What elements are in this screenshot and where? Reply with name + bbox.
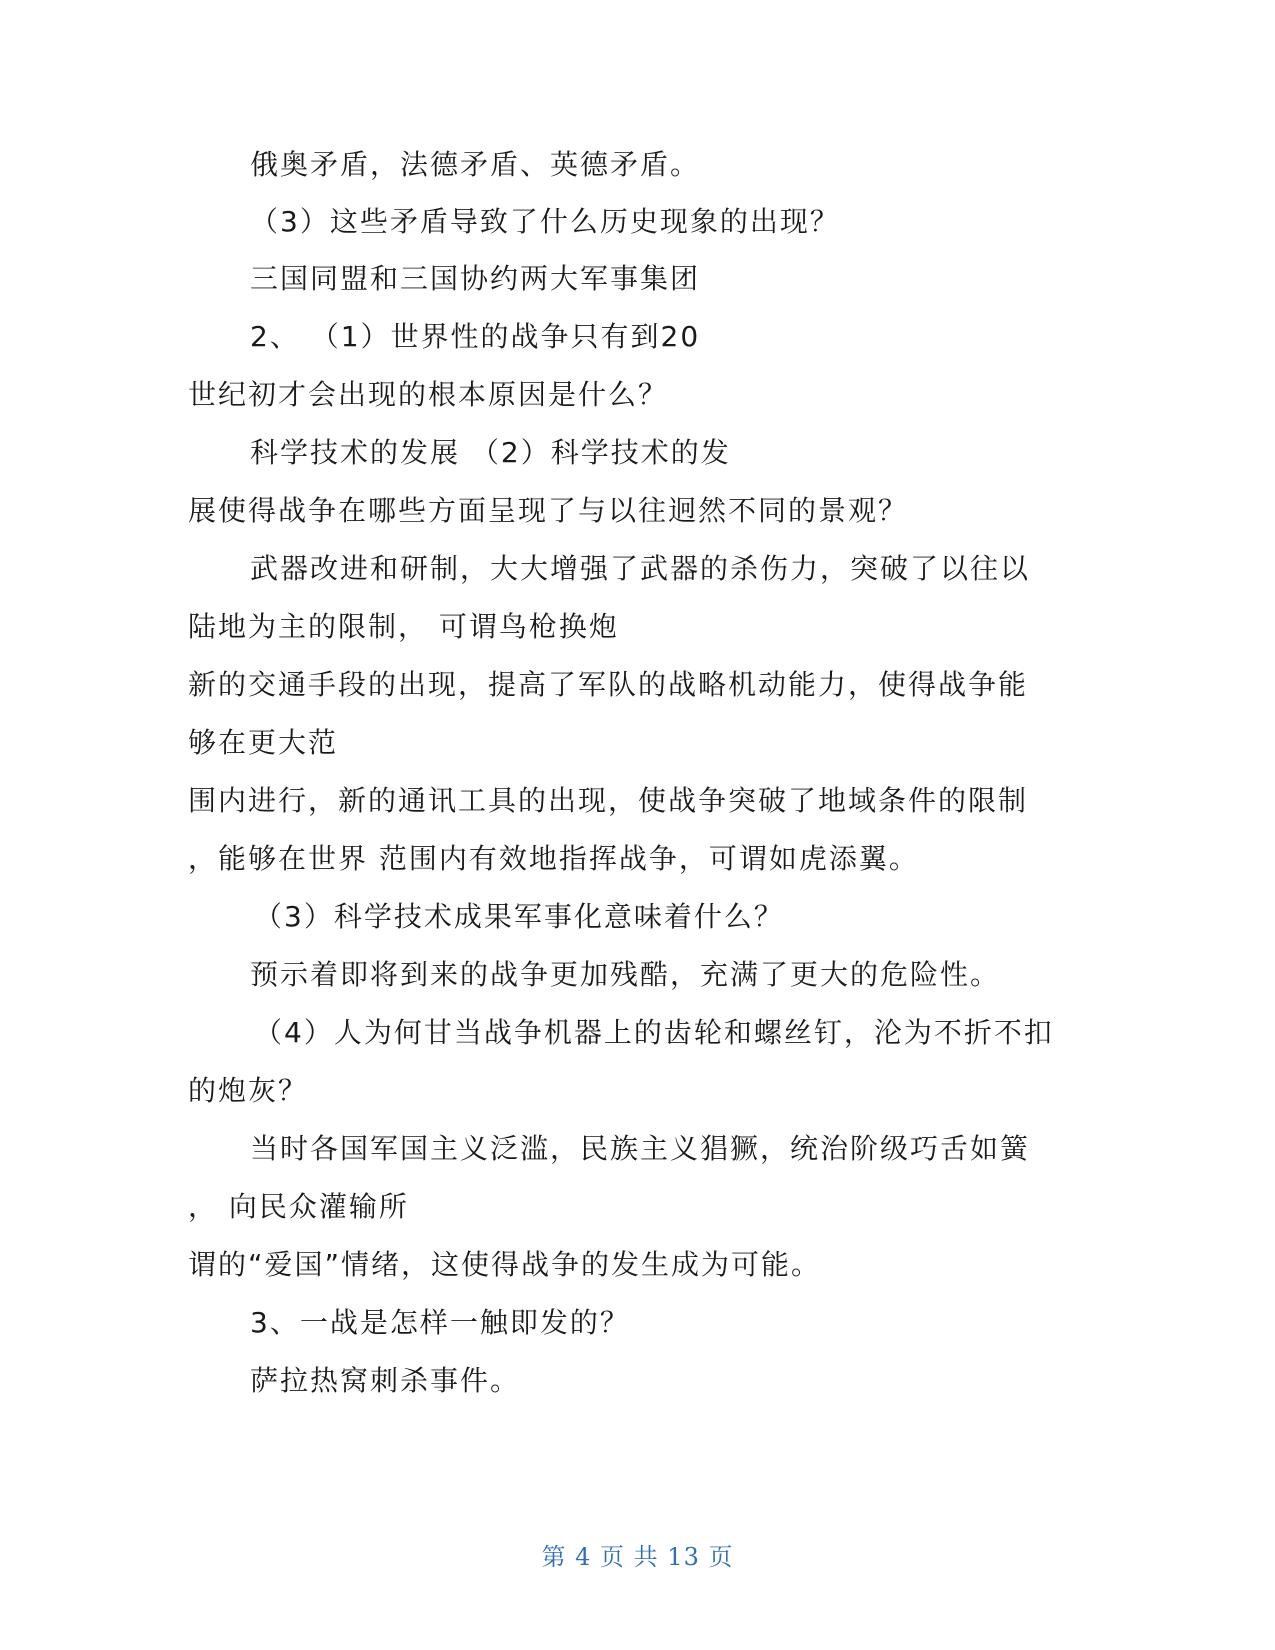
text-line-5: 世纪初才会出现的根本原因是什么？ [188, 378, 669, 411]
text-line-22: 萨拉热窝刺杀事件。 [250, 1364, 521, 1397]
text-line-18: 当时各国军国主义泛滥，民族主义猖獗，统治阶级巧舌如簧 [250, 1132, 1031, 1165]
text-line-20: 谓的“爱国”情绪，这使得战争的发生成为可能。 [188, 1248, 822, 1281]
page-number-footer: 第 4 页 共 13 页 [541, 1543, 734, 1571]
text-line-15: 预示着即将到来的战争更加残酷，充满了更大的危险性。 [250, 958, 1001, 991]
text-line-2: （3）这些矛盾导致了什么历史现象的出现？ [250, 205, 840, 238]
text-line-11: 够在更大范 [188, 726, 339, 759]
text-line-17: 的炮灰？ [188, 1074, 309, 1107]
text-line-21: 3、一战是怎样一触即发的？ [250, 1306, 630, 1339]
text-line-19: ， 向民众灌输所 [188, 1190, 409, 1223]
text-line-12: 围内进行，新的通讯工具的出现，使战争突破了地域条件的限制 [188, 784, 1029, 817]
text-line-1: 俄奥矛盾，法德矛盾、英德矛盾。 [250, 148, 701, 181]
text-line-9: 陆地为主的限制， 可谓鸟枪换炮 [188, 610, 619, 643]
text-line-4: 2、 （1）世界性的战争只有到20 [250, 320, 701, 353]
text-line-8: 武器改进和研制，大大增强了武器的杀伤力，突破了以往以 [250, 552, 1031, 585]
text-line-6: 科学技术的发展 （2）科学技术的发 [250, 436, 731, 469]
text-line-16: （4）人为何甘当战争机器上的齿轮和螺丝钉，沦为不折不扣 [254, 1016, 1054, 1049]
text-line-10: 新的交通手段的出现，提高了军队的战略机动能力，使得战争能 [188, 668, 1029, 701]
text-line-13: ，能够在世界 范围内有效地指挥战争，可谓如虎添翼。 [188, 842, 919, 875]
text-line-7: 展使得战争在哪些方面呈现了与以往迥然不同的景观？ [188, 494, 909, 527]
text-line-3: 三国同盟和三国协约两大军事集团 [250, 262, 701, 295]
text-line-14: （3）科学技术成果军事化意味着什么？ [254, 900, 784, 933]
